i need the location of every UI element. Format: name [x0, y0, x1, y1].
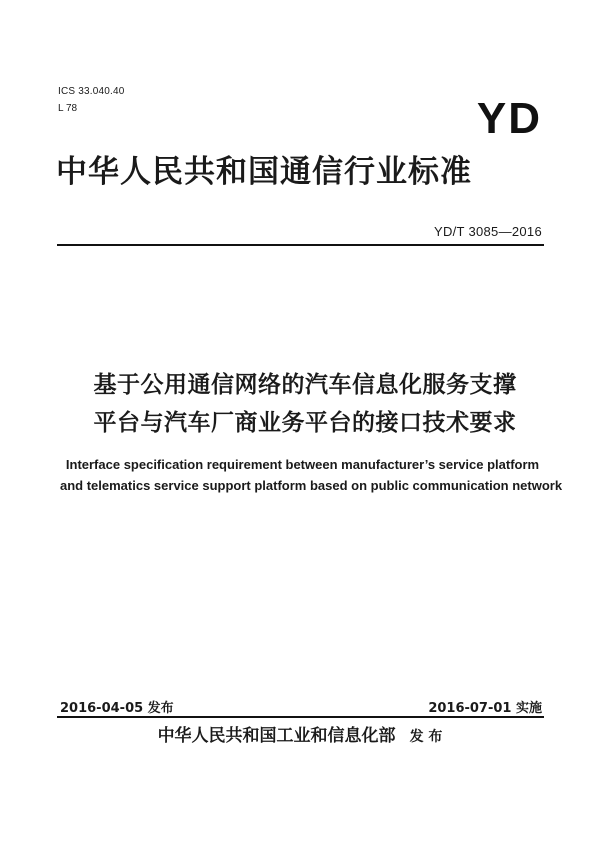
- implementation-date: 2016-07-01 实施: [428, 701, 542, 716]
- issuer-name: 中华人民共和国工业和信息化部: [157, 726, 396, 746]
- ccs-code: L 78: [58, 103, 78, 114]
- issuer-line: [0, 724, 600, 749]
- issue-word: 发 布: [409, 729, 443, 745]
- standard-title: 中华人民共和国通信行业标准: [56, 154, 472, 190]
- standard-number: YD/T 3085—2016: [433, 224, 542, 239]
- issue-date: 2016-04-05 发布: [60, 701, 174, 716]
- document-title-en-line1: Interface specification requirement between manufacturer’s service platform: [65, 457, 540, 472]
- ics-code: ICS 33.040.40: [58, 86, 125, 97]
- document-title-en-line2: and telematics service support platform based on public communication network: [60, 478, 563, 493]
- yd-logo: YD: [476, 94, 542, 143]
- document-title-zh-line2: 平台与汽车厂商业务平台的接口技术要求: [93, 410, 517, 436]
- document-title-zh-line1: 基于公用通信网络的汽车信息化服务支撑: [93, 372, 517, 398]
- bottom-divider: [57, 716, 544, 718]
- top-divider: [57, 244, 544, 246]
